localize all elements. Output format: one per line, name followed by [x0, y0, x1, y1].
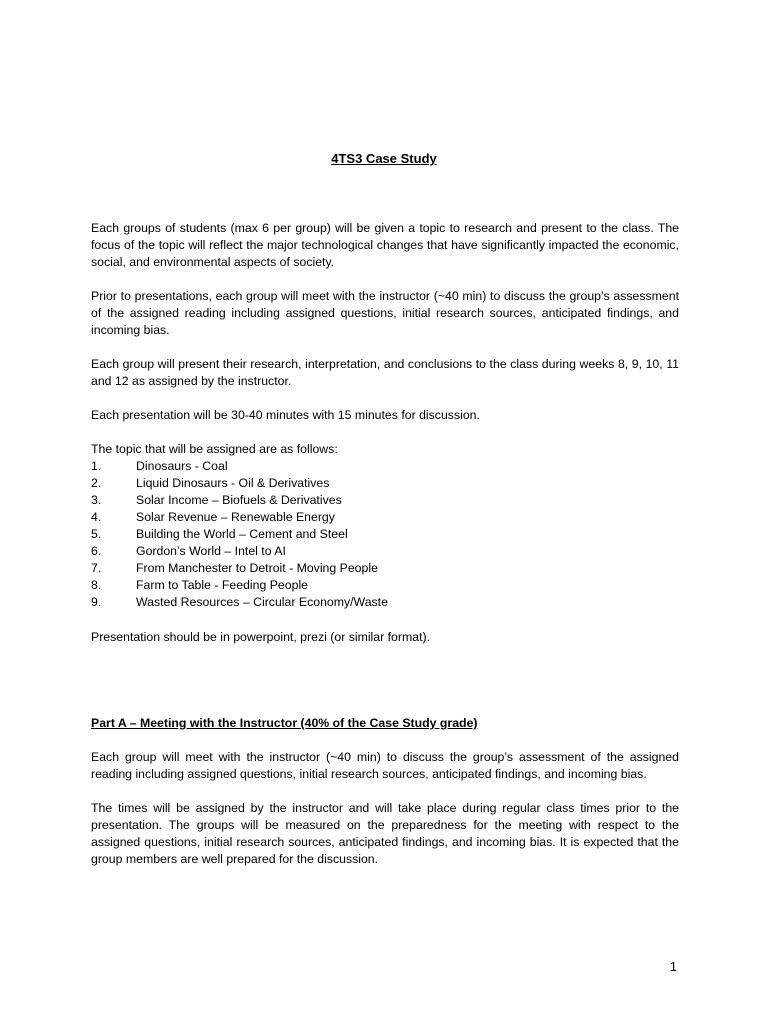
topic-text: Wasted Resources – Circular Economy/Waste [136, 595, 388, 609]
page-number: 1 [669, 959, 677, 974]
topic-item [91, 560, 388, 577]
topic-number: 5. [91, 527, 102, 541]
topic-number: 8. [91, 578, 102, 592]
topics-list [91, 458, 388, 611]
topic-number: 2. [91, 476, 102, 490]
topic-number: 4. [91, 510, 102, 524]
topic-item [91, 492, 388, 509]
intro-paragraph: Each groups of students (max 6 per group) will be given a topic to research and present to the class. The focus of the topic will reflect the major technological changes that have significantly impacted the economic, social, and environmental aspects of society. [91, 221, 679, 269]
topic-text: Liquid Dinosaurs - Oil & Derivatives [136, 476, 330, 490]
part-a-times-paragraph: The times will be assigned by the instructor and will take place during regular class times prior to the presentation. The groups will be measured on the preparedness for the meeting with respect to the assigned questions, initial research sources, anticipated findings, and incoming bias. It is expected that the group members are well prepared for the discussion. [91, 801, 679, 866]
presentation-duration-paragraph: Each presentation will be 30-40 minutes with 15 minutes for discussion. [91, 408, 480, 422]
topic-item [91, 577, 388, 594]
topic-text: Dinosaurs - Coal [136, 459, 228, 473]
presentation-format-paragraph: Presentation should be in powerpoint, prezi (or similar format). [91, 630, 430, 644]
topic-text: Farm to Table - Feeding People [136, 578, 309, 592]
part-a-heading: Part A – Meeting with the Instructor (40% of the Case Study grade) [91, 716, 478, 730]
topic-text: Building the World – Cement and Steel [136, 527, 348, 541]
topic-text: Solar Revenue – Renewable Energy [136, 510, 335, 524]
prior-presentations-paragraph: Prior to presentations, each group will meet with the instructor (~40 min) to discuss the group’s assessment of the assigned reading including assigned questions, initial research sources, anticipated findings, and incoming bias. [91, 289, 679, 337]
topic-number: 9. [91, 595, 102, 609]
topic-item [91, 509, 388, 526]
topic-item [91, 594, 388, 611]
topic-item [91, 458, 388, 475]
document-title: 4TS3 Case Study [331, 151, 437, 166]
topic-number: 6. [91, 544, 102, 558]
topic-text: Gordon’s World – Intel to AI [136, 544, 286, 558]
topic-item [91, 526, 388, 543]
topics-intro: The topic that will be assigned are as follows: [91, 442, 338, 456]
topic-number: 1. [91, 459, 102, 473]
topic-text: Solar Income – Biofuels & Derivatives [136, 493, 342, 507]
part-a-meeting-paragraph: Each group will meet with the instructor (~40 min) to discuss the group’s assessment of the assigned reading including assigned questions, initial research sources, anticipated findings, and incoming bias. [91, 750, 679, 781]
topic-number: 3. [91, 493, 102, 507]
presentation-weeks-paragraph: Each group will present their research, interpretation, and conclusions to the class during weeks 8, 9, 10, 11 and 12 as assigned by the instructor. [91, 357, 679, 388]
topic-text: From Manchester to Detroit - Moving People [136, 561, 378, 575]
topic-item [91, 475, 388, 492]
topic-item [91, 543, 388, 560]
topic-number: 7. [91, 561, 102, 575]
